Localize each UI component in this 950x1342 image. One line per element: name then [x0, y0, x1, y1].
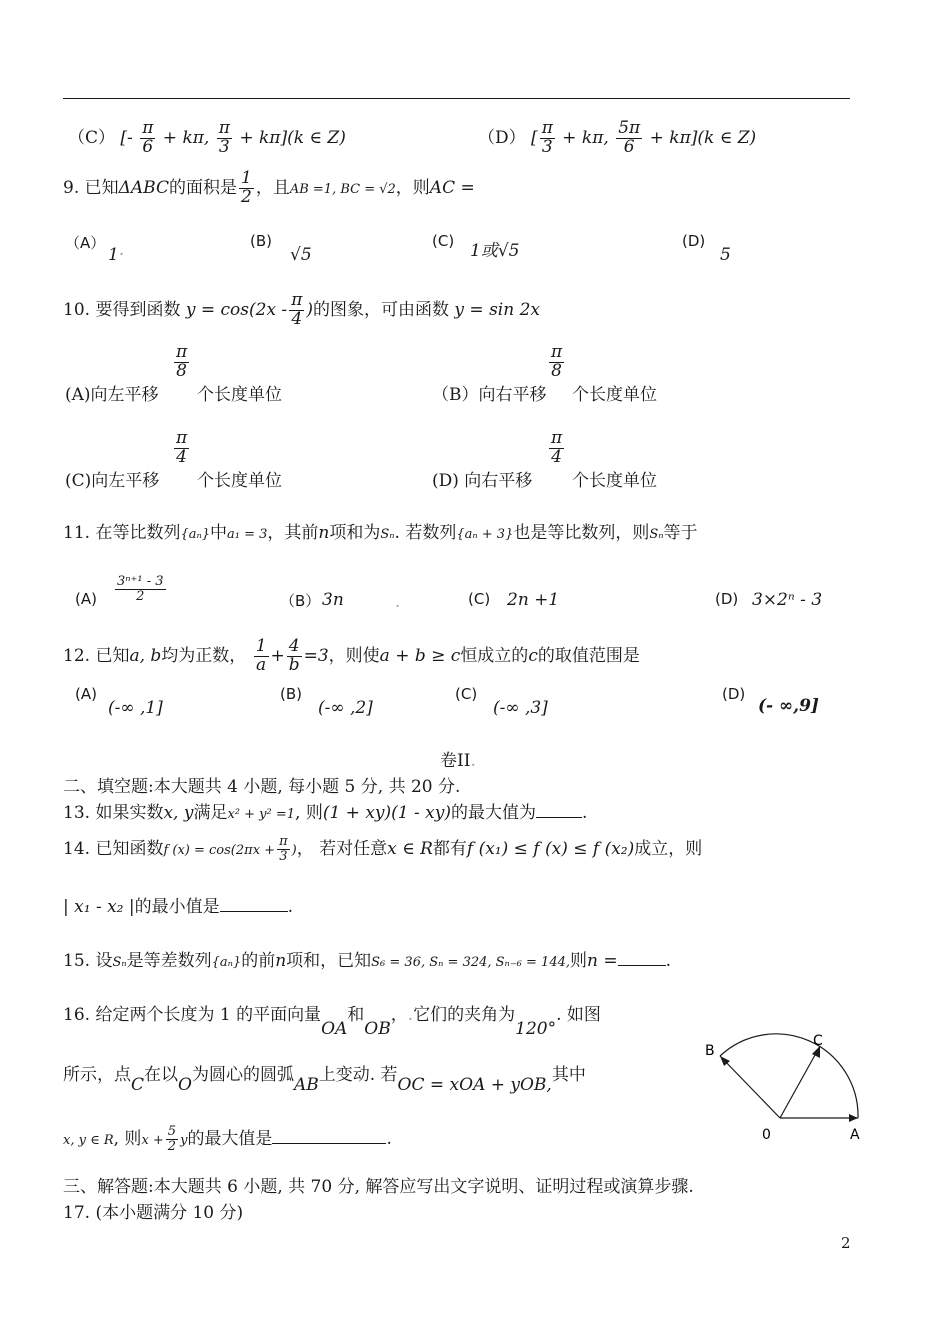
- q10-c-frac: $\frac{\pi}{4}$: [176, 428, 188, 467]
- q11-a-value: $\frac{\text{3ⁿ⁺¹ - 3}}{2}$: [117, 574, 164, 604]
- label-o: 0: [762, 1127, 771, 1143]
- q16-line1: 16. 给定两个长度为 1 的平面向量OA和OB，.它们的夹角为120°. 如图: [63, 1005, 601, 1039]
- q12-b-label: (B): [280, 685, 302, 703]
- q12-c-label: (C): [455, 685, 478, 703]
- q11-a-label: (A): [75, 590, 97, 608]
- q10-option-b: （B）向右平移: [432, 385, 547, 405]
- q15: 15. 设Sₙ是等差数列{aₙ}的前n项和，已知S₆ = 36, Sₙ = 324, Sₙ₋₆ = 144,则n = .: [63, 951, 672, 971]
- q17-title: 17. (本小题满分 10 分): [63, 1203, 244, 1223]
- section3-desc: 三、解答题:本大题共 6 小题, 共 70 分, 解答应写出文字说明、证明过程或演算步骤.: [63, 1177, 694, 1197]
- q10-unit-c: 个长度单位: [197, 471, 282, 491]
- q10-stem: 10. 要得到函数 y = cos(2x - $\frac{\pi}{4}$ )的图象，可由函数 y = sin 2x: [63, 290, 540, 329]
- q10-unit-d: 个长度单位: [572, 471, 657, 491]
- vector-arc-figure: [700, 1030, 870, 1145]
- q9-a-label: （A）: [65, 234, 106, 252]
- q11-b-label: （B）: [280, 592, 321, 610]
- arc-ab: [720, 1034, 858, 1118]
- q9-b-label: (B): [250, 232, 272, 250]
- header-rule: [63, 98, 850, 99]
- q12-a-value: (-∞ ,1]: [108, 698, 163, 718]
- q11-stem: 11. 在等比数列{aₙ}中a₁ = 3，其前n项和为Sₙ. 若数列{aₙ + 3}也是等比数列，则Sₙ等于: [63, 523, 698, 543]
- q11-b-value: 3n: [322, 590, 344, 610]
- section2-title: 卷II.: [440, 751, 476, 771]
- q9-c-label: (C): [432, 232, 455, 250]
- q10-unit-a: 个长度单位: [197, 385, 282, 405]
- q10-option-c: (C)向左平移: [65, 471, 160, 491]
- q10-option-a: (A)向左平移: [65, 385, 159, 405]
- q12-a-label: (A): [75, 685, 97, 703]
- q10-unit-b: 个长度单位: [572, 385, 657, 405]
- q12-c-value: (-∞ ,3]: [493, 698, 548, 718]
- arrow-a-icon: [849, 1114, 858, 1122]
- section2-desc: 二、填空题:本大题共 4 小题, 每小题 5 分, 共 20 分.: [63, 777, 461, 797]
- q11-d-value: 3×2ⁿ - 3: [752, 590, 823, 610]
- q10-a-frac: $\frac{\pi}{8}$: [176, 342, 188, 381]
- q9-stem: 9. 已知ΔABC的面积是 $\frac{1}{2}$ ，且AB =1, BC = √2，则AC =: [63, 168, 475, 207]
- vector-oc: [780, 1046, 820, 1118]
- q9-b-value: √5: [290, 245, 312, 265]
- q11-c-label: (C): [468, 590, 491, 608]
- q10-b-frac: $\frac{\pi}{8}$: [551, 342, 563, 381]
- q11-c-value: 2n +1: [507, 590, 560, 610]
- q16-line3: x, y ∈ R, 则x + $\frac{5}{2}$ y的最大值是 .: [63, 1124, 392, 1154]
- q14-blank[interactable]: [220, 897, 288, 912]
- q10-option-d: (D) 向右平移: [432, 471, 533, 491]
- label-c: C: [813, 1033, 823, 1049]
- vector-ob: [720, 1056, 780, 1118]
- q14-line1: 14. 已知函数f (x) = cos(2πx + $\frac{\pi}{3}$ )， 若对任意x ∈ R都有f (x₁) ≤ f (x) ≤ f (x₂)成立，则: [63, 834, 703, 864]
- q9-c-value: 1或√5: [470, 241, 520, 261]
- q15-blank[interactable]: [618, 951, 666, 966]
- q16-blank[interactable]: [272, 1129, 386, 1144]
- q12-d-label: (D): [722, 685, 746, 703]
- q9-a-value: 1·: [108, 245, 125, 265]
- q11-dot: .: [395, 592, 401, 611]
- q9-d-value: 5: [720, 245, 731, 265]
- q8-option-c: （C） [- $\frac{\pi}{6}$ + kπ, $\frac{\pi}{3}$ + kπ](k ∈ Z): [68, 118, 346, 157]
- page-number: 2: [841, 1234, 851, 1252]
- q9-d-label: (D): [682, 232, 706, 250]
- q16-line2: 所示，点C在以O为圆心的圆弧AB上变动. 若OC = xOA + yOB,其中: [63, 1065, 586, 1095]
- q13: 13. 如果实数x, y满足x² + y² =1, 则(1 + xy)(1 - xy)的最大值为 .: [63, 803, 588, 823]
- q12-b-value: (-∞ ,2]: [318, 698, 373, 718]
- q13-blank[interactable]: [536, 803, 582, 818]
- q8-option-d: （D） [ $\frac{\pi}{3}$ + kπ, $\frac{5\pi}{6}$ + kπ](k ∈ Z): [478, 118, 757, 157]
- label-b: B: [705, 1043, 715, 1059]
- q12-d-value: (- ∞,9]: [758, 696, 819, 716]
- q12-stem: 12. 已知a, b均为正数， $\frac{1}{a}$ + $\frac{4}{b}$ =3，则使a + b ≥ c恒成立的c的取值范围是: [63, 636, 640, 675]
- q14-line2: | x₁ - x₂ |的最小值是 .: [63, 897, 294, 917]
- q10-d-frac: $\frac{\pi}{4}$: [551, 428, 563, 467]
- q11-d-label: (D): [715, 590, 739, 608]
- label-a: A: [850, 1127, 860, 1143]
